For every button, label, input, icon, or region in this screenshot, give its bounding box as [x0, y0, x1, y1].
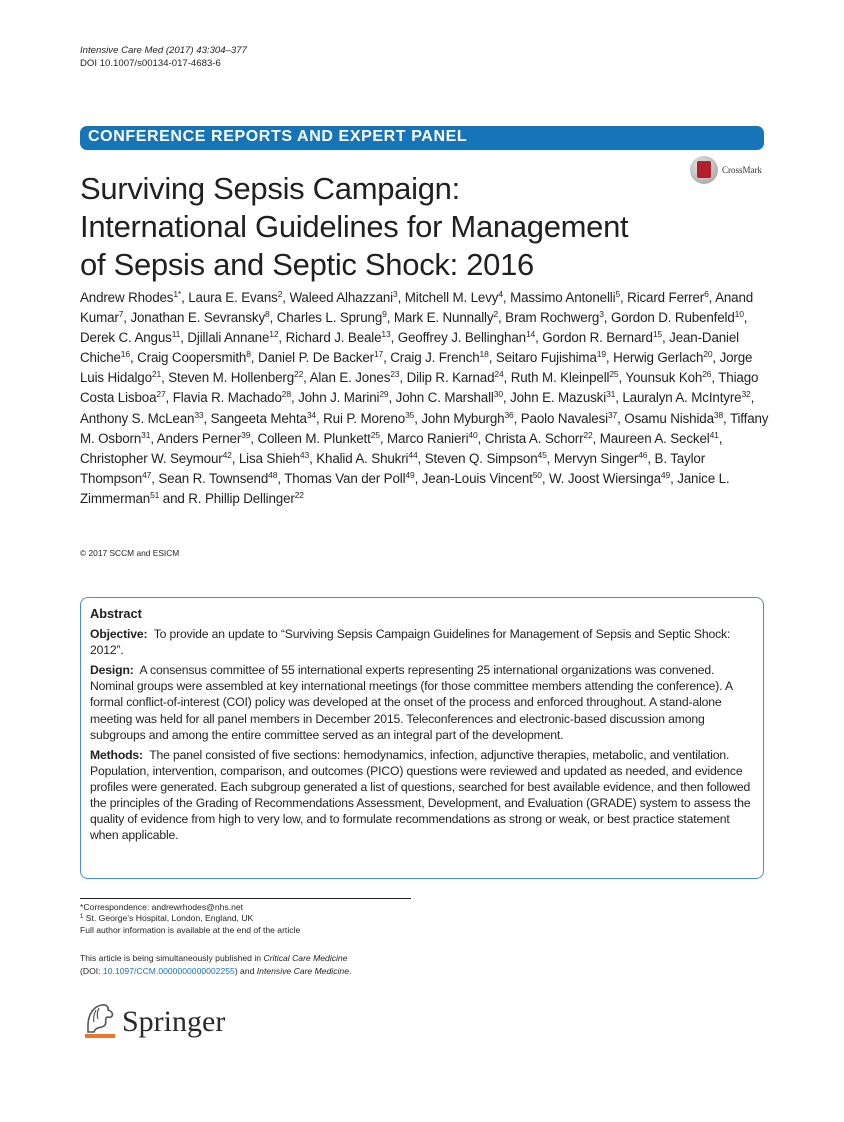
author-affiliation-number: 29 [379, 389, 389, 400]
author-name: Charles L. Sprung [276, 310, 383, 326]
author-name: Craig Coopersmith [137, 350, 247, 366]
author-name: Andrew Rhodes [80, 290, 174, 305]
author-name: Osamu Nishida [624, 410, 714, 426]
author-name: Flavia R. Machado [172, 390, 282, 406]
affiliation-note [80, 913, 300, 924]
author-name: Herwig Gerlach [613, 350, 704, 366]
author-name: Waleed Alhazzani [289, 290, 393, 305]
author-affiliation-number: 19 [596, 349, 606, 360]
author-affiliation-number: 41 [709, 429, 719, 440]
author-affiliation-number: 45 [537, 449, 547, 460]
title-line: International Guidelines for Management [80, 209, 629, 244]
author-name: Laura E. Evans [188, 290, 278, 305]
author-affiliation-number: 6 [704, 289, 709, 299]
author-affiliation-number: 31 [141, 429, 151, 440]
springer-wordmark: Springer [122, 1005, 226, 1038]
objective-label: Objective: [90, 627, 148, 642]
author-name: Derek C. Angus [80, 330, 172, 346]
author-name: Jean-Daniel Chiche [80, 330, 739, 366]
author-affiliation-number: 44 [408, 449, 418, 460]
pub-journal: Intensive Care Medicine [256, 965, 349, 976]
author-name: Janice L. Zimmerman [80, 470, 730, 506]
abstract-box [80, 597, 764, 879]
title-line: of Sepsis and Septic Shock: 2016 [80, 247, 534, 282]
publication-line-1 [80, 952, 351, 965]
author-name: Richard J. Beale [285, 330, 382, 346]
footnote-divider [80, 898, 411, 899]
author-name: Anders Perner [156, 430, 242, 446]
author-affiliation-number: 8 [246, 349, 251, 360]
author-affiliation-number: 39 [241, 429, 251, 440]
design-text: A consensus committee of 55 international experts representing 25 international organizations was convened. Nominal groups were assembled at key international meetings (for those committee members attending the conference). A formal conflict-of-interest (COI) policy was developed at the onset of the process and enforced throughout. A stand-alone meeting was held for all panel members in December 2015. Teleconferences and electronic-based discussion among subgroups and among the entire committee served as an integral part of the development. [90, 663, 733, 742]
full-info-note: Full author information is available at the end of the article [80, 924, 301, 935]
author-name: Jorge Luis Hidalgo [80, 350, 753, 386]
author-name: Mark E. Nunnally [393, 310, 494, 326]
author-name: Craig J. French [390, 350, 480, 366]
author-affiliation-number: 4 [498, 289, 503, 299]
springer-horse-icon [82, 1000, 118, 1040]
author-name: Geoffrey J. Bellinghan [397, 330, 526, 346]
author-name: Seitaro Fujishima [495, 350, 597, 366]
author-conjunction: and [159, 490, 189, 506]
author-name: Christopher W. Seymour [80, 450, 223, 466]
affiliation-text: St. George’s Hospital, London, England, UK [85, 913, 254, 924]
author-name: Daniel P. De Backer [257, 350, 374, 366]
author-name: Lauralyn A. McIntyre [622, 390, 742, 406]
author-affiliation-number: 22 [583, 429, 593, 440]
author-affiliation-number: 42 [222, 449, 232, 460]
author-affiliation-number: 16 [120, 349, 130, 360]
author-affiliation-number: 31 [606, 389, 616, 400]
author-name: Anand Kumar [80, 290, 754, 326]
author-name: Gordon D. Rubenfeld [610, 310, 735, 326]
abstract-objective [90, 626, 754, 658]
author-name: John C. Marshall [395, 390, 494, 406]
author-name: Anthony S. McLean [80, 410, 195, 426]
section-banner: CONFERENCE REPORTS AND EXPERT PANEL [80, 126, 764, 150]
author-affiliation-number: 8 [265, 309, 270, 320]
author-name: R. Phillip Dellinger [188, 490, 295, 506]
author-name: Alan E. Jones [309, 370, 391, 386]
author-affiliation-number: 17 [373, 349, 384, 360]
author-affiliation-number: 48 [268, 469, 278, 480]
author-name: John E. Mazuski [510, 390, 607, 406]
author-name: Djillali Annane [187, 330, 270, 346]
author-affiliation-number: 25 [609, 369, 619, 380]
springer-logo [82, 1000, 252, 1040]
pub-text: (DOI: [80, 965, 103, 976]
methods-text: The panel consisted of five sections: hemodynamics, infection, adjunctive therapies, metabolic, and ventilation. Population, intervention, comparison, and outcomes (PICO) questions were reviewed and updated as needed, and evidence profiles were generated. Each subgroup generated a list of questions, searched for best available evidence, and then followed the principles of the Grading of Recommendations Assessment, Development, and Evaluation (GRADE) system to assess the quality of evidence from high to very low, and to formulate recommendations as strong or weak, or best practice statement when applicable. [90, 747, 751, 843]
author-name: Christa A. Schorr [484, 430, 584, 446]
author-affiliation-number: 36 [504, 409, 514, 420]
author-name: Thomas Van der Poll [284, 470, 406, 486]
author-name: Mervyn Singer [553, 450, 639, 466]
author-name: Steven Q. Simpson [424, 450, 538, 466]
author-name: Colleen M. Plunkett [257, 430, 371, 446]
author-name: Rui P. Moreno [323, 410, 406, 426]
author-affiliation-number: 9 [382, 309, 387, 320]
author-affiliation-number: 23 [390, 369, 400, 380]
author-affiliation-number: 2 [493, 309, 498, 320]
author-name: Jonathan E. Sevransky [130, 310, 265, 326]
author-affiliation-number: 18 [479, 349, 489, 360]
author-name: Marco Ranieri [387, 430, 469, 446]
author-affiliation-number: 32 [741, 389, 751, 400]
pub-text: This article is being simultaneously published in [80, 953, 264, 963]
objective-text: To provide an update to “Surviving Sepsis Campaign Guidelines for Management of Sepsis and Septic Shock: 2012”. [90, 627, 731, 658]
author-affiliation-number: 26 [702, 369, 712, 380]
author-name: Ruth M. Kleinpell [510, 370, 610, 386]
author-name: Steven M. Hollenberg [168, 370, 294, 386]
author-affiliation-number: 3 [393, 289, 398, 299]
design-label: Design: [90, 663, 134, 678]
author-affiliation-number: 2 [277, 289, 283, 299]
author-name: Jean-Louis Vincent [421, 470, 533, 486]
author-affiliation-number: 49 [660, 469, 671, 480]
author-name: Sean R. Townsend [158, 470, 269, 486]
author-affiliation-number: 43 [299, 449, 310, 460]
article-doi: DOI 10.1007/s00134-017-4683-6 [80, 58, 221, 69]
author-affiliation-number: 30 [493, 389, 503, 400]
affiliation-number: 1 [80, 914, 84, 921]
author-affiliation-number: 11 [171, 329, 181, 340]
author-affiliation-number: 37 [607, 409, 618, 420]
author-name: Khalid A. Shukri [316, 450, 409, 466]
author-affiliation-number: 1* [173, 289, 182, 299]
author-affiliation-number: 49 [405, 469, 415, 480]
journal-citation: Intensive Care Med (2017) 43:304–377 [80, 45, 247, 56]
author-name: Younsuk Koh [625, 370, 703, 386]
author-affiliation-number: 50 [532, 469, 542, 480]
methods-label: Methods: [90, 747, 143, 762]
author-name: Paolo Navalesi [520, 410, 608, 426]
author-name: Thiago Costa Lisboa [80, 370, 759, 406]
pub-text: ) and [234, 965, 257, 976]
author-affiliation-number: 24 [494, 369, 504, 380]
author-affiliation-number: 21 [151, 369, 162, 380]
author-name: John Myburgh [421, 410, 505, 426]
author-affiliation-number: 35 [405, 409, 415, 420]
author-name: Ricard Ferrer [627, 290, 705, 305]
abstract-methods [90, 747, 754, 844]
author-name: Dilip R. Karnad [406, 370, 495, 386]
footnotes [80, 902, 300, 936]
author-affiliation-number: 22 [294, 489, 304, 500]
crossmark-label: CrossMark [722, 165, 762, 175]
author-name: Massimo Antonelli [510, 290, 616, 305]
abstract-heading: Abstract [90, 606, 142, 621]
author-name: Maureen A. Seckel [599, 430, 710, 446]
author-affiliation-number: 10 [734, 309, 744, 320]
author-name: W. Joost Wiersinga [549, 470, 661, 486]
author-affiliation-number: 33 [194, 409, 204, 420]
author-name: B. Taylor Thompson [80, 450, 706, 486]
copyright-notice: © 2017 SCCM and ESICM [80, 548, 180, 558]
article-title [80, 170, 720, 284]
pub-text: . [349, 965, 352, 976]
pub-journal: Critical Care Medicine [263, 953, 348, 963]
author-affiliation-number: 7 [118, 309, 124, 320]
author-name: Gordon R. Bernard [542, 330, 653, 346]
author-affiliation-number: 38 [713, 409, 724, 420]
abstract-design [90, 662, 754, 742]
author-name: Tiffany M. Osborn [80, 410, 769, 446]
author-affiliation-number: 22 [294, 369, 304, 380]
correspondence-note: *Correspondence: andrewrhodes@nhs.net [80, 902, 244, 912]
author-affiliation-number: 12 [269, 329, 279, 340]
author-affiliation-number: 3 [599, 309, 604, 320]
author-affiliation-number: 13 [381, 329, 391, 340]
author-affiliation-number: 15 [652, 329, 663, 340]
title-line: Surviving Sepsis Campaign: [80, 171, 460, 206]
author-name: Sangeeta Mehta [210, 410, 307, 426]
publication-note [80, 952, 351, 977]
author-name: John J. Marini [298, 390, 380, 406]
author-name: Mitchell M. Levy [404, 290, 499, 305]
author-affiliation-number: 51 [150, 489, 160, 500]
author-affiliation-number: 34 [306, 409, 316, 420]
author-affiliation-number: 27 [156, 389, 166, 400]
author-affiliation-number: 47 [142, 469, 152, 480]
author-name: Bram Rochwerg [505, 310, 600, 326]
author-list: Andrew Rhodes$^{1*}$, Laura E. Evans$^2$, Waleed Alhazzani$^3$, Mitchell M. Levy$^4$, Massimo Antonelli$^5$, Ricard Ferrer$^6$, Anand Kumar$^7$, Jonathan E. Sevransky$^8$, Charles L. Sprung$^9$, Mark E. Nunnally$^2$, Bram Rochwerg$^3$, Gordon D. Rubenfeld$^{10}$, Derek C. Angus$^{11}$, Djillali Annane$^{12}$, Richard J. Beale$^{13}$, Geoffrey J. Bellinghan$^{14}$, Gordon R. Bernard$^{15}$, Jean-Daniel Chiche$^{16}$, Craig Coopersmith$^8$, Daniel P. De Backer$^{17}$, Craig J. French$^{18}$, Seitaro Fujishima$^{19}$, Herwig Gerlach$^{20}$, Jorge Luis Hidalgo$^{21}$, Steven M. Hollenberg$^{22}$, Alan E. Jones$^{23}$, Dilip R. Karnad$^{24}$, Ruth M. Kleinpell$^{25}$, Younsuk Koh$^{26}$, Thiago Costa Lisboa$^{27}$, Flavia R. Machado$^{28}$, John J. Marini$^{29}$, John C. Marshall$^{30}$, John E. Mazuski$^{31}$, Lauralyn A. McIntyre$^{32}$, Anthony S. McLean$^{33}$, Sangeeta Mehta$^{34}$, Rui P. Moreno$^{35}$, John Myburgh$^{36}$, Paolo Navalesi$^{37}$, Osamu Nishida$^{38}$, Tiffany M. Osborn$^{31}$, Anders Perner$^{39}$, Colleen M. Plunkett$^{25}$, Marco Ranieri$^{40}$, Christa A. Schorr$^{22}$, Maureen A. Seckel$^{41}$, Christopher W. Seymour$^{42}$, Lisa Shieh$^{43}$, Khalid A. Shukri$^{44}$, Steven Q. Simpson$^{45}$, Mervyn Singer$^{46}$, B. Taylor Thompson$^{47}$, Sean R. Townsend$^{48}$, Thomas Van der Poll$^{49}$, Jean-Louis Vincent$^{50}$, W. Joost Wiersinga$^{49}$, Janice L. Zimmerman$^{51}$ and R. Phillip Dellinger$^{22}$ [80, 289, 769, 506]
author-affiliation-number: 5 [615, 289, 621, 299]
author-affiliation-number: 25 [370, 429, 380, 440]
author-affiliation-number: 40 [468, 429, 478, 440]
publication-line-2 [80, 965, 351, 978]
doi-link[interactable]: 10.1097/CCM.0000000000002255 [102, 965, 235, 976]
author-affiliation-number: 14 [525, 329, 536, 340]
author-affiliation-number: 20 [703, 349, 713, 360]
article-header [80, 44, 247, 70]
author-name: Lisa Shieh [238, 450, 300, 466]
author-affiliation-number: 46 [638, 449, 648, 460]
author-affiliation-number: 28 [281, 389, 291, 400]
